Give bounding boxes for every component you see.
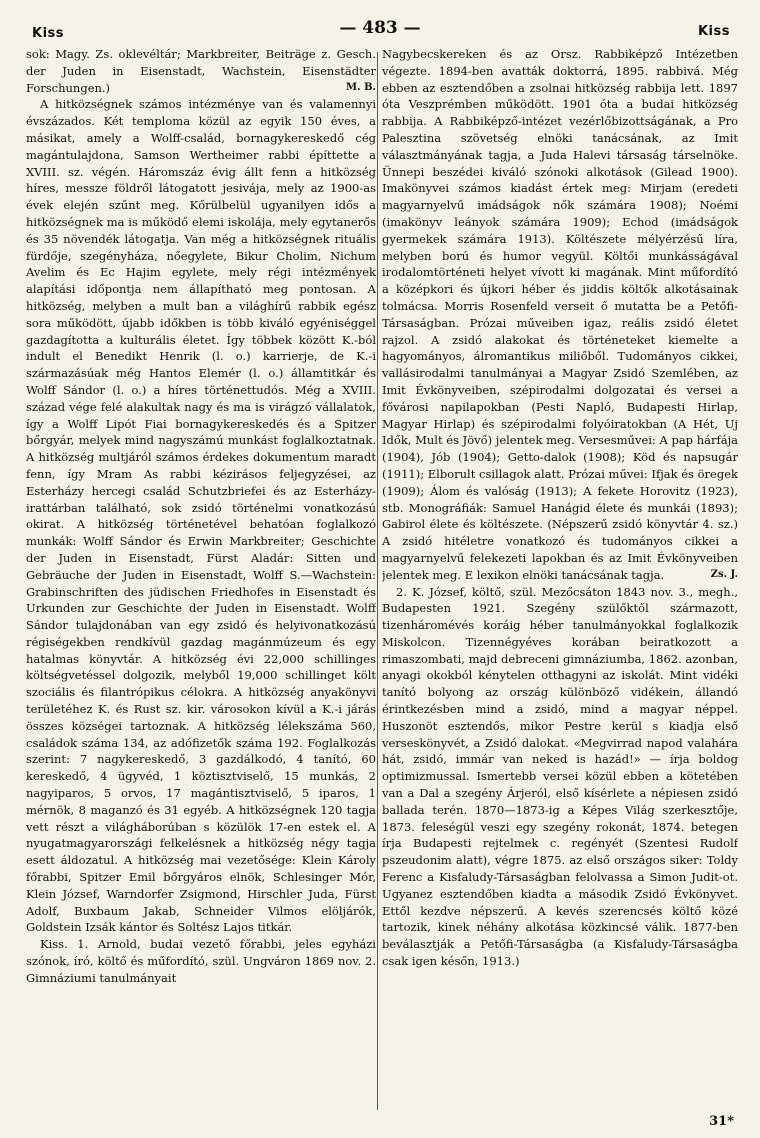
paragraph-community: A hitközségnek számos intézménye van és valamennyi évszázados. Két temploma közül az egyik 150 éves, a másikat, amely a Wolff-család, bornagykereskedő cég magántulajdona, Samson Wertheimer rabbi építtette a XVIII. sz. végén. Háromszáz évig állt fenn a hitközség híres, messze földről látogatott jesivája, mely az 1900-as évek elején szűnt meg. Kőrülbelül ugyanilyen idős a hitközségnek ma is működő elemi iskolája, mely egytanerős és 35 növendék látogatja. Van még a hitközségnek rituális fürdője, szegényháza, nőegylete, Bikur Cholim, Nichum Avelim és Ec Hajim egylete, mely régi intézmények alapítási időpontja nem állapítható meg pontosan. A hitközség, melyben a mult ban a világhírű rabbik egész sora működött, újabb időkben is több kiváló egyéniséggel gazdagította a kulturális életet. Így többek között K.-ból indult el Benedikt Henrik (l. o.) karrierje, de K.-i származásúak még Hantos Elemér (l. o.) államtitkár és Wolff Sándor (l. o.) a híres történettudós. Még a XVIII. század vége felé alakultak nagy és ma is virágzó vállalatok, így a Wolff Lipót Fiai bornagykereskedés és a Spitzer bőrgyár, melyek mind nagyszámú munkást foglalkoztatnak. A hitközség multjáról számos érdekes dokumentum maradt fenn, így Mram As rabbi kézirásos feljegyzései, az Esterházy hercegi család Schutzbriefei és az Esterházy-irattárban található, sok zsidó történelmi vonatkozású okirat. A hitközség történetével behatóan foglalkozó munkák: Wolff Sándor és Erwin Markbreiter; Geschichte der Juden in Eisenstadt, Fürst Aladár: Sitten und Gebräuche der Juden in Eisenstadt, Wolff S.—Wachstein: Grabinschriften des jüdischen Friedhofes in Eisenstadt és Urkunden zur Geschichte der Juden in Eisenstadt. Wolff Sándor tulajdonában van egy zsidó és helyivonatkozású régiségekben rendkívül gazdag magánmúzeum és egy hatalmas könyvtár. A hitközség évi 22,000 schillinges költségvetéssel dolgozik, melyből 19,000 schillinget költ szociális és filantrópikus célokra. A hitközség anyakönyvi területéhez K. és Rust sz. kir. városokon kívül a K.-i járás összes községei tartoznak. A hitközség lélekszáma 560, családok száma 134, az adófizetők száma 192. Foglalkozás szerint: 7 nagykereskedő, 3 gazdálkodó, 4 tanító, 60 kereskedő, 4 ügyvéd, 1 köztisztviselő, 15 munkás, 2 nagyiparos, 5 orvos, 17 magántisztviselő, 5 iparos, 1 mérnök, 8 maganzó és 31 egyéb. A hitközségnek 120 tagja vett részt a világháborúban s közülök 17-en estek el. A nyugatmagyarországi felkelésnek a hitközség négy tagja esett áldozatul. A hitközség mai vezetősége: Klein Károly főrabbi, Spitzer Emil bőrgyáros elnök, Schlesinger Mór, Klein József, Warndorfer Zsigmond, Hirschler Juda, Fürst Adolf, Buxbaum Jakab, Schneider Vilmos elöljárók, Goldstein Izsák kántor és Soltész Lajos titkár. <box>26 97 376 935</box>
arnold-text: Nagybecskereken és az Orsz. Rabbiképző Intézetben végezte. 1894-ben avatták doktorrá, 1895. rabbivá. Még ebben az esztendőben a zsolnai hitközség rabbija lett. 1897 óta Veszprémben működött. 1901 óta a budai hitközség rabbija. A Rabbiképző-intézet vezérlőbizottságának, a Pro Palesztina szövetség elnöki tanácsának, az Imit választmányának tagja, a Juda Halevi társaság társelnöke. Ünnepi beszédei kiváló szónoki alkotások (Gilead 1900). Imakönyvei számos kiadást értek meg: Mirjam (eredeti magyarnyelvű imádságok nők számára 1908); Noémi (imakönyv leányok számára 1909); Echod (imádságok gyermekek számára 1913). Költészete mélyérzésű líra, melyben ború és humor vegyül. Költői munkásságával irodalomtörténeti helyet vívott ki magának. Mint műfordító a középkori és újkori héber és jiddis költők alkotásainak tolmácsa. Morris Rosenfeld verseit ő mutatta be a Petőfi-Társaságban. Prózai műveiben igaz, reális zsidó életet rajzol. A zsidó alakokat és történeteket kiemelte a hagyományos, álromantikus miliőből. Tudományos cikkei, vallásirodalmi tanulmányai a Magyar Zsidó Szemlében, az Imit Évkönyveiben, szépirodalmi dolgozatai és versei a fővárosi napilapokban (Pesti Napló, Budapesti Hirlap, Magyar Hirlap) és szépirodalmi folyóiratokban (A Hét, Uj Idők, Mult és Jövő) jelentek meg. Versesművei: A pap hárfája (1904), Jób (1904); Getto-dalok (1908); Köd és napsugár (1911); Elborult csillagok alatt. Prózai művei: Ifjak és öregek (1909); Álom és valóság (1913); A fekete Horovitz (1923), stb. Monográfiák: Samuel Hanágid élete és munkái (1893); Gabirol élete és költészete. (Népszerű zsidó könyvtár 4. sz.) A zsidó hitéletre vonatkozó és tudományos cikkei a magyarnyelvű felekezeti lapokban és az Imit Évkönyveiben jelentek meg. E lexikon elnöki tanácsának tagja. <box>382 47 738 582</box>
source-text: sok: Magy. Zs. oklevéltár; Markbreiter, Beiträge z. Gesch. der Juden in Eisenstadt, Wachstein, Eisenstädter Forschungen.) <box>26 47 376 95</box>
paragraph-arnold-continued <box>382 46 738 584</box>
author-signature-2: Zs. J. <box>710 568 738 580</box>
running-header <box>26 16 734 46</box>
paragraph-kiss-arnold: Kiss. 1. Arnold, budai vezető főrabbi, jeles egyházi szónok, író, költő és műfordító, szül. Ungváron 1869 nov. 2. Gimnáziumi tanulmányait <box>26 937 376 985</box>
paragraph-kiss-jozsef: 2. K. József, költő, szül. Mezőcsáton 1843 nov. 3., megh., Budapesten 1921. Szegény szülőktől származott, tizenháromévés koráig héber tanulmányokkal foglalkozik Miskolcon. Tizennégyéves korában beiratkozott a rimaszombati, majd debreceni gimnáziumba, 1862. azonban, anyagi okokból kénytelen otthagyni az iskolát. Mint vidéki tanító bolyong az ország különböző vidékein, állandó érintkezésben mind a zsidó, mind a magyar néppel. Huszonöt esztendős, mikor Pestre kerül s kiadja első verseskönyvét, a Zsidó dalokat. «Megvirrad napod valahára hát, zsidó, immár van neked is hazád!» — írja boldog optimizmussal. Ismertebb versei közül ebben a kötetében van a Dal a szegény Árjeról, első kísérlete a népiesen zsidó ballada terén. 1870—1873-ig a Képes Világ szerkesztője, 1873. feleségül veszi egy szegény rokonát, 1874. betegen írja Budapesti rejtelmek c. regényét (Szentesi Rudolf pszeudonim alatt), végre 1875. az első országos siker: Toldy Ferenc a Kisfaludy-Társaságban felolvassa a Simon Judit-ot. Ugyanez esztendőben kiadta a második Zsidó Évkönyvet. Ettől kezdve népszerű. A kevés szerencsés költő közé tartozik, kinek néhány alkotása közkincsé válik. 1877-ben beválasztják a Petőfi-Társaságba (a Kisfaludy-Társaságba csak igen későn, 1913.) <box>382 584 738 969</box>
left-column <box>26 46 376 1112</box>
header-right: Kiss <box>697 24 730 39</box>
author-signature: M. B. <box>346 81 376 93</box>
page-number: — 483 — <box>339 18 421 38</box>
signature-mark: 31* <box>709 1114 734 1129</box>
column-divider <box>377 52 378 1110</box>
paragraph-sources <box>26 46 376 96</box>
header-left: Kiss <box>32 26 65 41</box>
right-column <box>382 46 738 1112</box>
